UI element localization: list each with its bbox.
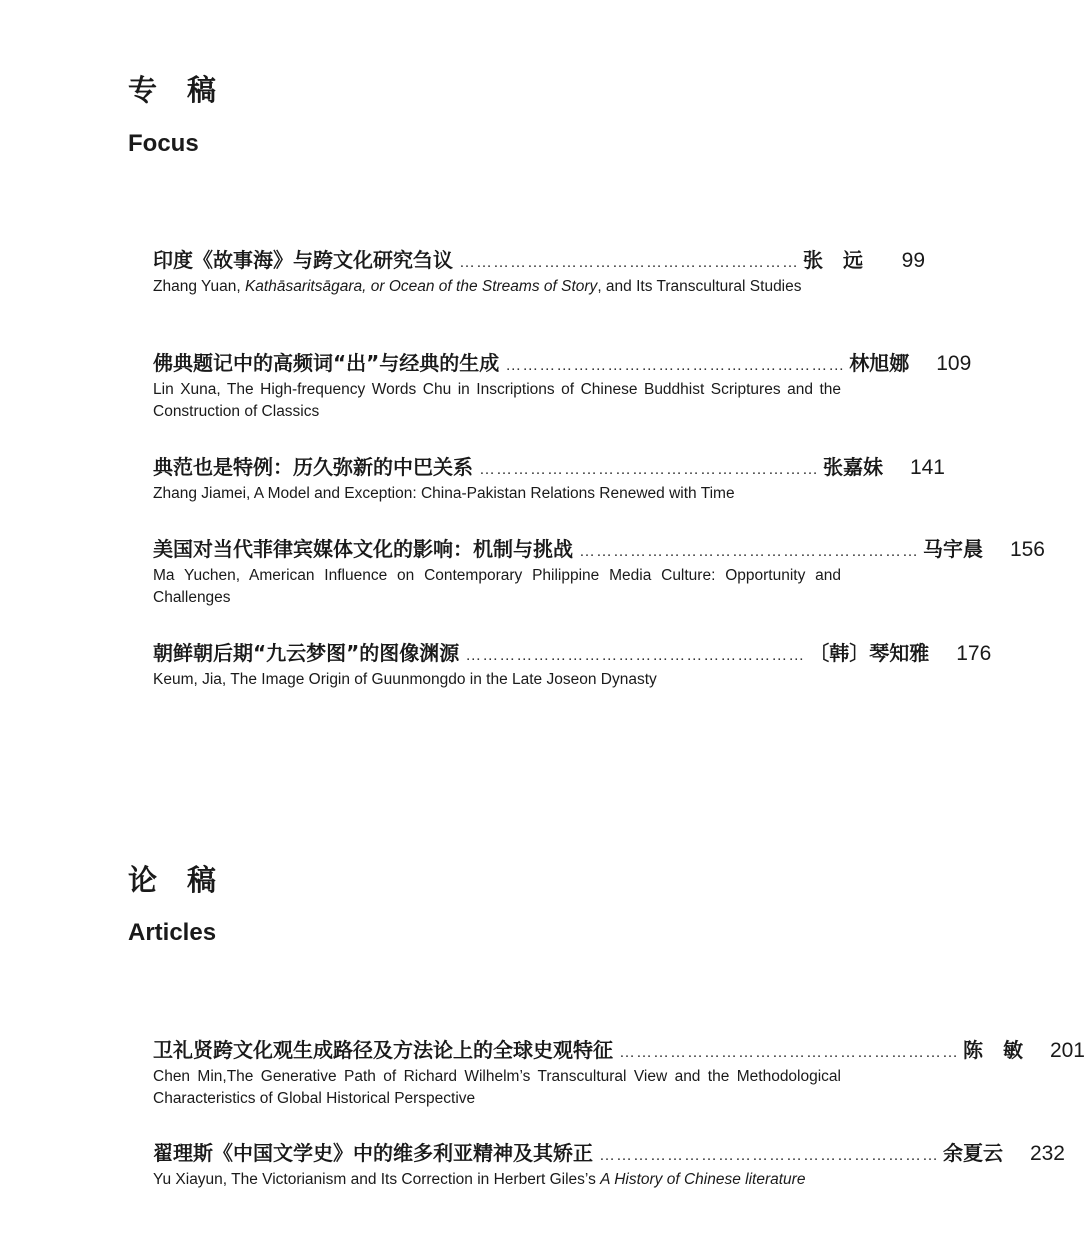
toc-entry[interactable] — [153, 637, 992, 691]
toc-entry[interactable] — [153, 1137, 1065, 1191]
toc-entry[interactable] — [153, 1034, 1085, 1110]
entry-page-number: 109 — [936, 352, 972, 375]
section-title-articles-en: Articles — [128, 919, 217, 946]
entry-author: 余夏云 — [943, 1141, 1003, 1165]
toc-entry[interactable] — [153, 347, 972, 423]
toc-entry[interactable] — [153, 533, 1045, 609]
entry-title-en-text: Ma Yuchen, American Influence on Contemporary Philippine Media Culture: Opportunity and Challenges — [153, 567, 841, 606]
dot-leader: …………………………………………………… — [465, 647, 806, 664]
entry-title-en-text-end: , and Its Transcultural Studies — [597, 278, 802, 295]
dot-leader: …………………………………………………… — [479, 461, 819, 478]
section-title-articles-zh: 论稿 — [128, 863, 247, 897]
entry-page-number: 232 — [1029, 1142, 1065, 1165]
dot-leader: …………………………………………………… — [505, 357, 846, 374]
section-title-focus-zh: 专稿 — [128, 73, 247, 107]
entry-title-en — [153, 379, 841, 423]
entry-title-en — [153, 1169, 841, 1191]
dot-leader: …………………………………………………… — [579, 543, 919, 560]
entry-author: 张 远 — [803, 248, 863, 272]
toc-entry[interactable] — [153, 451, 945, 505]
entry-title-zh: 卫礼贤跨文化观生成路径及方法论上的全球史观特征 — [153, 1038, 613, 1062]
section-title-focus-en: Focus — [128, 130, 199, 157]
entry-title-en-text: Keum, Jia, The Image Origin of Guunmongdo in the Late Joseon Dynasty — [153, 671, 657, 688]
entry-page-number: 156 — [1009, 538, 1045, 561]
entry-title-zh: 朝鲜朝后期“九云梦图”的图像渊源 — [153, 641, 460, 665]
entry-title-zh: 典范也是特例：历久弥新的中巴关系 — [153, 455, 473, 479]
entry-title-en — [153, 669, 841, 691]
entry-page-number: 176 — [956, 642, 992, 665]
entry-author: 马宇晨 — [923, 537, 983, 561]
entry-author: 张嘉妹 — [823, 455, 883, 479]
entry-title-zh: 翟理斯《中国文学史》中的维多利亚精神及其矫正 — [153, 1141, 593, 1165]
entry-title-zh: 佛典题记中的高频词“出”与经典的生成 — [153, 351, 500, 375]
entry-page-number: 201 — [1049, 1039, 1085, 1062]
entry-author: 〔韩〕琴知雅 — [809, 641, 930, 665]
entry-author: 陈 敏 — [963, 1038, 1023, 1062]
entry-page-number: 99 — [901, 249, 925, 272]
entry-title-en — [153, 276, 841, 298]
entry-title-en-text: Chen Min,The Generative Path of Richard Wilhelm’s Transcultural View and the Methodological Characteristics of Global Historical Perspective — [153, 1068, 841, 1107]
entry-title-en — [153, 483, 841, 505]
dot-leader: …………………………………………………… — [599, 1147, 939, 1164]
entry-title-en — [153, 565, 841, 609]
entry-title-en-text: Zhang Jiamei, A Model and Exception: China-Pakistan Relations Renewed with Time — [153, 485, 735, 502]
entry-title-zh: 美国对当代菲律宾媒体文化的影响：机制与挑战 — [153, 537, 573, 561]
entry-title-en-italic: A History of Chinese literature — [600, 1171, 806, 1188]
entry-title-en-italic: Kathāsaritsāgara, or Ocean of the Streams of Story — [244, 278, 598, 295]
entry-author: 林旭娜 — [849, 351, 910, 375]
entry-page-number: 141 — [909, 456, 945, 479]
toc-entry[interactable] — [153, 244, 925, 298]
entry-title-en — [153, 1066, 841, 1110]
entry-title-en-text: Lin Xuna, The High-frequency Words Chu in Inscriptions of Chinese Buddhist Scriptures and the Construction of Classics — [153, 381, 841, 420]
entry-title-en-text: Zhang Yuan, — [153, 278, 245, 295]
dot-leader: …………………………………………………… — [459, 254, 799, 271]
entry-title-zh: 印度《故事海》与跨文化研究刍议 — [153, 248, 453, 272]
dot-leader: …………………………………………………… — [619, 1044, 959, 1061]
entry-title-en-text: Yu Xiayun, The Victorianism and Its Correction in Herbert Giles’s — [153, 1171, 601, 1188]
